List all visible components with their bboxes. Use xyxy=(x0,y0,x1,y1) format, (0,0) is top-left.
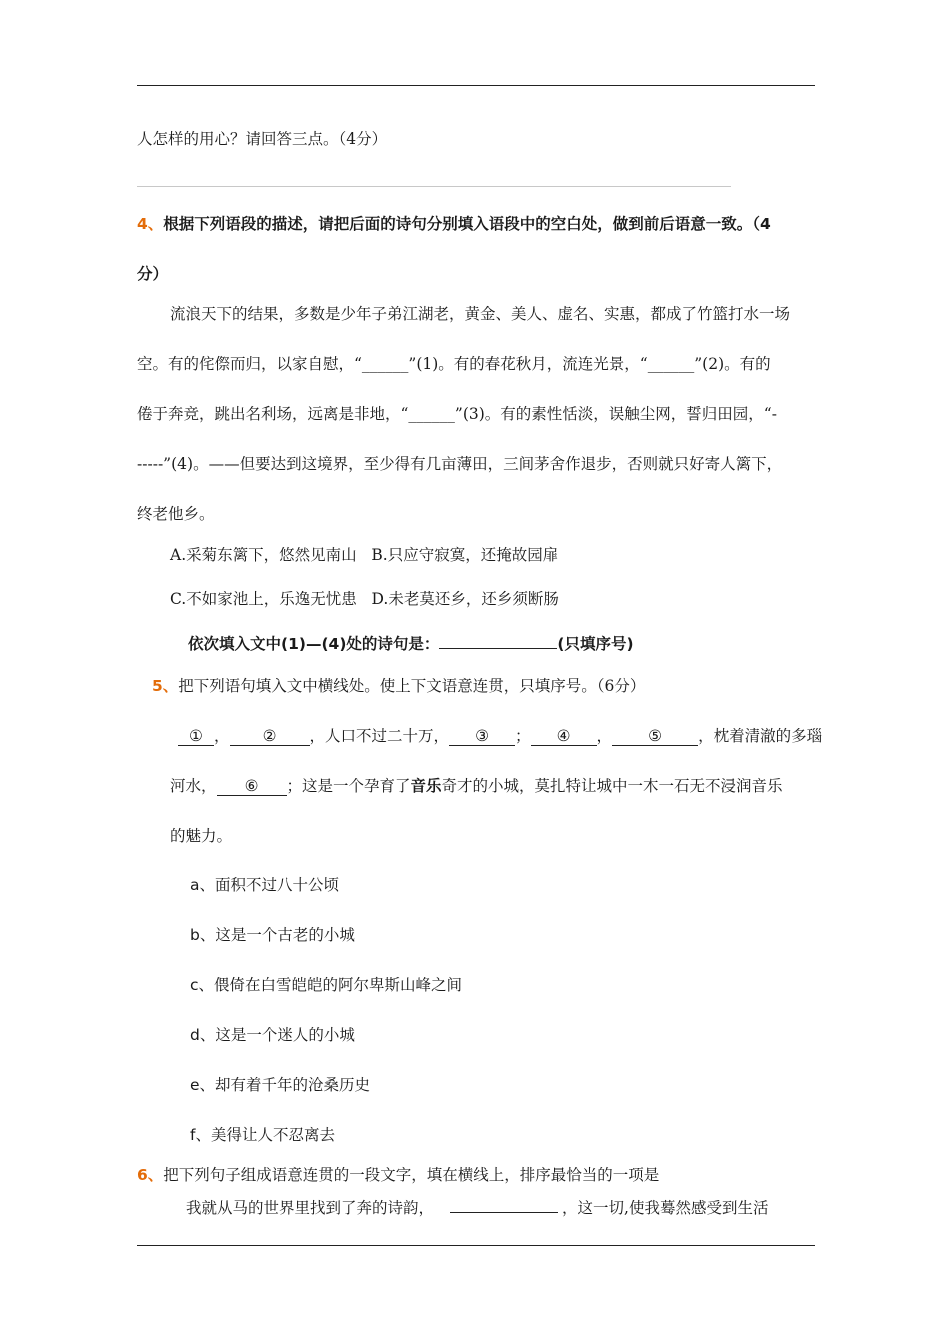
q6-prompt: 把下列句子组成语意连贯的一段文字，填在横线上，排序最恰当的一项是 xyxy=(163,1166,660,1184)
q5-text-line1 xyxy=(178,724,822,746)
q5-text-line3: 的魅力。 xyxy=(170,827,233,845)
q4-prompt-line1 xyxy=(137,212,771,234)
item-key: b、 xyxy=(190,926,216,944)
q5-text-river: ，枕着清澈的多瑙 xyxy=(698,727,823,745)
q5-prompt: 把下列语句填入文中横线处。使上下文语意连贯，只填序号。（6分） xyxy=(178,677,646,695)
item-text: 面积不过八十公顷 xyxy=(215,876,340,894)
q6-text-1: 我就从马的世界里找到了奔的诗韵， xyxy=(186,1199,435,1217)
q5-text-river2: 河水， xyxy=(170,777,217,795)
q5-text-2c: 奇才的小城，莫扎特让城中一木一石无不浸润音乐 xyxy=(441,777,783,795)
q6-number: 6、 xyxy=(137,1166,164,1184)
q5-blank-6[interactable]: ⑥ xyxy=(217,777,287,796)
item-key: a、 xyxy=(190,876,215,894)
item-key: e、 xyxy=(190,1076,216,1094)
q5-prompt-line xyxy=(152,674,645,696)
q4-answer-hint: (只填序号) xyxy=(557,635,634,653)
q4-answer-blank[interactable] xyxy=(439,631,557,649)
item-text: 偎倚在白雪皑皑的阿尔卑斯山峰之间 xyxy=(214,976,463,994)
header-rule xyxy=(137,85,815,86)
list-item xyxy=(190,1073,370,1095)
comma: ， xyxy=(596,727,613,745)
q5-text-line2 xyxy=(170,774,783,796)
q5-blank-5[interactable]: ⑤ xyxy=(612,727,698,746)
q6-blank[interactable] xyxy=(450,1196,558,1213)
q4-passage-line1: 流浪天下的结果，多数是少年子弟江湖老，黄金、美人、虚名、实惠，都成了竹篮打水一场 xyxy=(170,305,791,323)
q4-number: 4、 xyxy=(137,215,164,233)
q6-text-line xyxy=(186,1196,768,1218)
item-key: c、 xyxy=(190,976,215,994)
q5-blank-3[interactable]: ③ xyxy=(449,727,515,746)
q4-prompt-line2: 分） xyxy=(137,265,169,283)
item-text: 这是一个迷人的小城 xyxy=(215,1026,355,1044)
q4-passage-line3: 倦于奔竞，跳出名利场，远离是非地，“______”(3)。有的素性恬淡，误触尘网，誓归田园，“- xyxy=(137,405,777,423)
item-key: f、 xyxy=(190,1126,211,1144)
list-item xyxy=(190,973,462,995)
list-item xyxy=(190,1123,335,1145)
q3-answer-line xyxy=(137,186,731,187)
footer-rule xyxy=(137,1245,815,1246)
q4-answer-prompt: 依次填入文中(1)—(4)处的诗句是： xyxy=(188,635,440,653)
q4-passage-line5: 终老他乡。 xyxy=(137,505,215,523)
q5-blank-1[interactable]: ① xyxy=(178,727,214,746)
q4-passage-line4: -----”(4)。——但要达到这境界，至少得有几亩薄田，三间茅舍作退步，否则就只好寄人篱下， xyxy=(137,455,783,473)
list-item xyxy=(190,1023,355,1045)
q6-prompt-line xyxy=(137,1163,659,1185)
item-text: 却有着千年的沧桑历史 xyxy=(215,1076,371,1094)
q5-text-pop: ，人口不过二十万， xyxy=(309,727,450,745)
q3-continuation: 人怎样的用心？请回答三点。（4分） xyxy=(137,130,388,148)
list-item xyxy=(190,923,355,945)
semicolon: ； xyxy=(515,727,531,745)
q6-text-2: ，这一切,使我蓦然感受到生活 xyxy=(562,1199,769,1217)
q4-prompt: 根据下列语段的描述，请把后面的诗句分别填入语段中的空白处，做到前后语意一致。（4 xyxy=(163,215,771,233)
q4-options-cd: C.不如家池上，乐逸无忧患 D.未老莫还乡，还乡须断肠 xyxy=(170,590,559,608)
q4-options-ab: A.采菊东篱下，悠然见南山 B.只应守寂寞，还掩故园扉 xyxy=(170,546,559,564)
q5-blank-4[interactable]: ④ xyxy=(531,727,597,746)
q4-passage-line2: 空。有的侘傺而归，以家自慰，“______”(1)。有的春花秋月，流连光景，“______”(2)。有的 xyxy=(137,355,771,373)
item-text: 这是一个古老的小城 xyxy=(215,926,355,944)
list-item xyxy=(190,873,339,895)
q5-bold-music: 音乐 xyxy=(410,777,442,795)
q5-number: 5、 xyxy=(152,677,179,695)
comma: ， xyxy=(214,727,230,745)
q5-blank-2[interactable]: ② xyxy=(230,727,310,746)
item-text: 美得让人不忍离去 xyxy=(210,1126,335,1144)
item-key: d、 xyxy=(190,1026,216,1044)
q4-answer-line xyxy=(188,631,634,654)
q5-text-2b: ；这是一个孕育了 xyxy=(286,777,411,795)
